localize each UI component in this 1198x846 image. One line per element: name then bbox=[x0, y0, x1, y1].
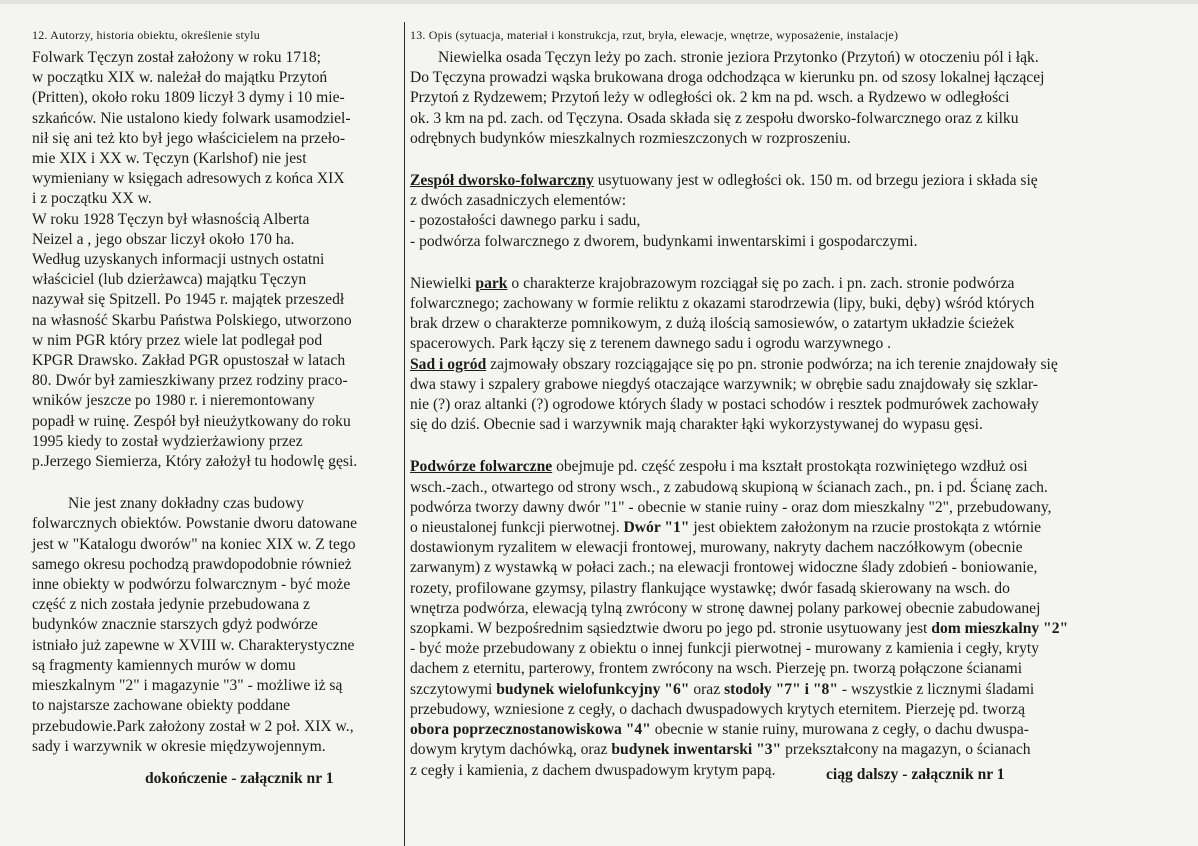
park-paragraph bbox=[410, 274, 1140, 355]
text-line: Przytoń z Rydzewem; Przytoń leży w odległości ok. 2 km na pd. wsch. a Rydzewo w odległości bbox=[410, 89, 1010, 107]
dom-mieszkalny-label: dom mieszkalny "2" bbox=[931, 620, 1069, 638]
text-line: przebudowie.Park założony został w 2 poł. XIX w., bbox=[32, 717, 354, 735]
text-line: mieszkalnym "2" i magazynie "3" - możliwe iż są bbox=[32, 677, 343, 695]
text-line bbox=[410, 457, 1140, 477]
text-line: Neizel a , jego obszar liczył około 170 ha. bbox=[32, 230, 295, 248]
text-line: p.Jerzego Siemierza, Który założył tu hodowlę gęsi. bbox=[32, 453, 358, 471]
park-heading: park bbox=[475, 274, 508, 292]
text-line bbox=[410, 680, 1140, 700]
history-paragraph bbox=[32, 48, 402, 472]
right-footer-note: ciąg dalszy - załącznik nr 1 bbox=[826, 766, 1005, 783]
text-line: (Pritten), około roku 1809 liczył 3 dymy i 10 mie- bbox=[32, 89, 345, 107]
text-line: Niewielka osada Tęczyn leży po zach. stronie jeziora Przytonko (Przytoń) w otoczeniu pól i łąk. bbox=[438, 49, 1039, 66]
text-line: Według uzyskanych informacji ustnych ostatni bbox=[32, 251, 325, 269]
podworze-paragraph bbox=[410, 457, 1140, 780]
text-fragment: usytuowany jest w odległości ok. 150 m. od brzegu jeziora i składa się bbox=[593, 172, 1038, 190]
text-line: KPGR Drawsko. Zakład PGR opustoszał w latach bbox=[32, 352, 346, 370]
dwor-label: Dwór "1" bbox=[623, 519, 690, 537]
text-line: popadł w ruinę. Zespół był nieużytkowany do roku bbox=[32, 412, 351, 430]
text-line: dostawionym ryzalitem w elewacji frontowej, murowany, nakryty dachem naczółkowym (obecnie bbox=[410, 539, 1023, 557]
text-fragment: obecnie w stanie ruiny, murowana z cegły, o dachu dwuspa- bbox=[650, 721, 1029, 739]
text-line bbox=[410, 619, 1140, 639]
text-line: Nie jest znany dokładny czas budowy bbox=[68, 495, 305, 513]
podworze-heading: Podwórze folwarczne bbox=[410, 458, 553, 476]
obora-label: obora poprzecznostanowiskowa "4" bbox=[410, 721, 651, 739]
text-line: folwarcznego; zachowany w formie reliktu z okazami starodrzewia (lipy, buki, dęby) wśród których bbox=[410, 295, 1035, 313]
text-line: 1995 kiedy to został wydzierżawiony przez bbox=[32, 432, 303, 450]
sad-heading: Sad i ogród bbox=[410, 355, 487, 373]
text-fragment: przekształcony na magazyn, o ścianach bbox=[781, 741, 1031, 759]
paragraph-gap bbox=[410, 435, 1140, 457]
text-line: w początku XIX w. należał do majątku Przytoń bbox=[32, 69, 328, 87]
text-line: wymieniany w księgach adresowych z końca XIX bbox=[32, 170, 345, 188]
text-fragment: zajmowały obszary rozciągające się po pn. stronie podwórza; na ich terenie znajdowały się bbox=[486, 355, 1058, 373]
paragraph-gap bbox=[32, 472, 402, 494]
text-line: z cegły i kamienia, z dachem dwuspadowym krytym papą. bbox=[410, 761, 776, 779]
text-line: i z początku XX w. bbox=[32, 190, 152, 208]
text-fragment: dowym krytym dachówką, oraz bbox=[410, 741, 612, 759]
text-line: wnętrza podwórza, elewacją tylną zwrócony w stronę dawnej polany parkowej obecnie zabudowanej bbox=[410, 599, 1041, 617]
text-line: jest w "Katalogu dworów" na koniec XIX w. Z tego bbox=[32, 535, 356, 553]
budynek-inwentarski-label: budynek inwentarski "3" bbox=[611, 741, 782, 759]
text-fragment: Niewielki bbox=[410, 274, 476, 292]
text-line: szkańców. Nie ustalono kiedy folwark usamodziel- bbox=[32, 109, 351, 127]
intro-paragraph bbox=[410, 48, 1140, 149]
text-line: istniało już zapewne w XVIII w. Charakterystyczne bbox=[32, 636, 355, 654]
text-line: dwa stawy i szpalery grabowe niegdyś otaczające warzywnik; w obrębie sadu znajdowały się szklar- bbox=[410, 375, 1038, 393]
text-line: brak drzew o charakterze pomnikowym, z dużą ilością samosiewów, o zatartym układzie ścieżek bbox=[410, 315, 1015, 333]
column-divider bbox=[404, 22, 405, 846]
text-fragment: obejmuje pd. część zespołu i ma kształt prostokąta rozwiniętego wzdłuż osi bbox=[552, 458, 1028, 476]
text-line: samego okresu pochodzą prawdopodobnie również bbox=[32, 555, 352, 573]
text-line: przebudowy, wzniesione z cegły, o dachach dwuspadowych krytych eternitem. Pierzeję pd. tworzą bbox=[410, 700, 1026, 718]
text-line: nił się ani też kto był jego właścicielem na przeło- bbox=[32, 129, 346, 147]
text-line bbox=[410, 518, 1140, 538]
sad-paragraph bbox=[410, 355, 1140, 436]
text-line: 80. Dwór był zamieszkiwany przez rodziny praco- bbox=[32, 372, 348, 390]
text-line bbox=[410, 274, 1140, 294]
text-line: zarwanym) z wystawką w połaci zach.; na elewacji frontowej widoczne ślady zdobień - boniowanie, bbox=[410, 559, 1038, 577]
stodoly-label: stodoły "7" i "8" bbox=[724, 680, 838, 698]
text-line: w nim PGR który przez wiele lat podlegał pod bbox=[32, 331, 323, 349]
text-line: inne obiekty w podwórzu folwarcznym - być może bbox=[32, 576, 351, 594]
zespol-heading: Zespół dworsko-folwarczny bbox=[410, 172, 594, 190]
text-line: wników jeszcze po 1980 r. i nieremontowany bbox=[32, 392, 315, 410]
text-line: podwórza tworzy dawny dwór "1" - obecnie w stanie ruiny - oraz dom mieszkalny "2", przebudowany, bbox=[410, 498, 1052, 516]
text-line bbox=[410, 740, 1140, 760]
text-line bbox=[410, 355, 1140, 375]
text-line: - pozostałości dawnego parku i sadu, bbox=[410, 212, 641, 230]
left-footer-note: dokończenie - załącznik nr 1 bbox=[145, 770, 334, 787]
scan-edge bbox=[0, 0, 1198, 4]
text-line: właściciel (lub dzierżawca) majątku Tęczyn bbox=[32, 271, 307, 289]
text-line: - podwórza folwarcznego z dworem, budynkami inwentarskimi i gospodarczymi. bbox=[410, 232, 918, 250]
budynek-wielofunkcyjny-label: budynek wielofunkcyjny "6" bbox=[496, 680, 690, 698]
text-fragment: jest obiektem założonym na rzucie prostokąta z wtórnie bbox=[689, 519, 1042, 537]
text-line: spacerowych. Park łączy się z terenem dawnego sadu i ogrodu warzywnego . bbox=[410, 335, 892, 353]
text-fragment: oraz bbox=[689, 680, 725, 698]
text-fragment: - wszystkie z licznymi śladami bbox=[837, 680, 1035, 698]
text-line: W roku 1928 Tęczyn był własnością Alberta bbox=[32, 210, 310, 228]
text-line: nie (?) oraz altanki (?) ogrodowe których ślady w postaci schodów i resztek podmurówek zachowały bbox=[410, 396, 1039, 414]
text-fragment: o charakterze krajobrazowym rozciągał się po zach. i pn. zach. stronie podwórza bbox=[507, 274, 1015, 292]
text-line bbox=[410, 720, 1140, 740]
text-line: z dwóch zasadniczych elementów: bbox=[410, 192, 627, 210]
text-line: na własność Skarbu Państwa Polskiego, utworzono bbox=[32, 311, 352, 329]
text-line: rozety, profilowane gzymsy, pilastry flankujące wystawkę; dwór fasadą skierowany na wsch. do bbox=[410, 579, 1010, 597]
text-line: to najstarsze zachowane obiekty poddane bbox=[32, 697, 291, 715]
paragraph-gap bbox=[410, 149, 1140, 171]
text-line: są fragmenty kamiennych murów w domu bbox=[32, 656, 296, 674]
text-line: budynków znacznie starszych gdyż podwórze bbox=[32, 616, 318, 634]
right-column bbox=[410, 22, 1140, 781]
text-line: nazywał się Spitzell. Po 1945 r. majątek przeszedł bbox=[32, 291, 345, 309]
text-line: Folwark Tęczyn został założony w roku 1718; bbox=[32, 49, 321, 66]
text-line: folwarcznych obiektów. Powstanie dworu datowane bbox=[32, 515, 358, 533]
text-fragment: szczytowymi bbox=[410, 680, 497, 698]
text-line: - być może przebudowany z obiektu o innej funkcji pierwotnej - murowany z kamienia i cegły, kryty bbox=[410, 640, 1040, 658]
text-line: mie XIX i XX w. Tęczyn (Karlshof) nie jest bbox=[32, 150, 307, 168]
zespol-paragraph bbox=[410, 171, 1140, 252]
text-line bbox=[410, 171, 1140, 191]
text-line: sady i warzywnik w okresie międzywojennym. bbox=[32, 737, 326, 755]
text-line: część z nich została jedynie przebudowana z bbox=[32, 596, 310, 614]
paragraph-gap bbox=[410, 252, 1140, 274]
left-column bbox=[32, 22, 402, 757]
left-section-header: 12. Autorzy, historia obiektu, określenie stylu bbox=[32, 28, 260, 42]
text-fragment: szopkami. W bezpośrednim sąsiedztwie dworu po jego pd. stronie usytuowany jest bbox=[410, 620, 932, 638]
text-line: Do Tęczyna prowadzi wąska brukowana droga odchodząca w kierunku pn. od szosy lokalnej łączącej bbox=[410, 69, 1045, 87]
text-line: odrębnych budynków mieszkalnych rozmieszczonych w rozproszeniu. bbox=[410, 129, 851, 147]
right-section-header: 13. Opis (sytuacja, materiał i konstrukcja, rzut, bryła, elewacje, wnętrze, wyposażenie, instalacje) bbox=[410, 28, 899, 42]
text-line: się do dziś. Obecnie sad i warzywnik mają charakter łąki wykorzystywanej do wypasu gęsi. bbox=[410, 416, 983, 434]
text-line: wsch.-zach., otwartego od strony wsch., z zabudową skupioną w ścianach zach., pn. i pd. Ścianę zach. bbox=[410, 478, 1048, 496]
text-line: ok. 3 km na pd. zach. od Tęczyna. Osada składa się z zespołu dworsko-folwarcznego oraz z kilku bbox=[410, 109, 1019, 127]
dating-paragraph bbox=[32, 494, 402, 757]
text-fragment: o nieustalonej funkcji pierwotnej. bbox=[410, 519, 624, 537]
text-line: dachem z eternitu, parterowy, frontem zwrócony na wsch. Pierzeję pn. tworzą połączone ścianami bbox=[410, 660, 1023, 678]
